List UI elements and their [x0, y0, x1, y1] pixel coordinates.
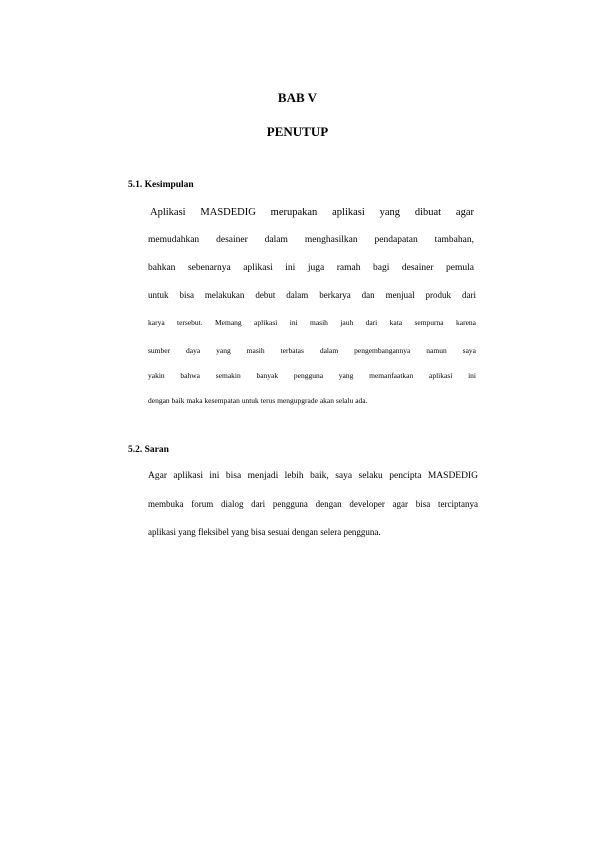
paragraph-line: untuk bisa melakukan debut dalam berkarya dan menjual produk dari [148, 290, 476, 300]
paragraph-line: membuka forum dialog dari pengguna dengan developer agar bisa terciptanya [148, 499, 478, 509]
section-heading-saran: 5.2. Saran [128, 445, 169, 455]
paragraph-line: karya tersebut. Memang aplikasi ini masih jauh dari kata sempurna karena [148, 318, 476, 327]
paragraph-line: dengan baik maka kesempatan untuk terus mengupgrade akan selalu ada. [148, 396, 368, 405]
paragraph-line: Aplikasi MASDEDIG merupakan aplikasi yang dibuat agar [150, 207, 474, 218]
section-heading-kesimpulan: 5.1. Kesimpulan [128, 180, 194, 190]
paragraph-line: aplikasi yang fleksibel yang bisa sesuai dengan selera pengguna. [148, 527, 381, 537]
chapter-title: PENUTUP [266, 124, 329, 139]
paragraph-line: Agar aplikasi ini bisa menjadi lebih baik, saya selaku pencipta MASDEDIG [148, 471, 478, 481]
paragraph-line: yakin bahwa semakin banyak pengguna yang memanfaatkan aplikasi ini [148, 371, 476, 380]
paragraph-line: memudahkan desainer dalam menghasilkan pendapatan tambahan, [148, 235, 474, 245]
paragraph-line: bahkan sebenarnya aplikasi ini juga ramah bagi desainer pemula [148, 263, 474, 273]
paragraph-line: sumber daya yang masih terbatas dalam pengembangannya namun saya [148, 346, 476, 355]
chapter-number: BAB V [277, 90, 318, 105]
